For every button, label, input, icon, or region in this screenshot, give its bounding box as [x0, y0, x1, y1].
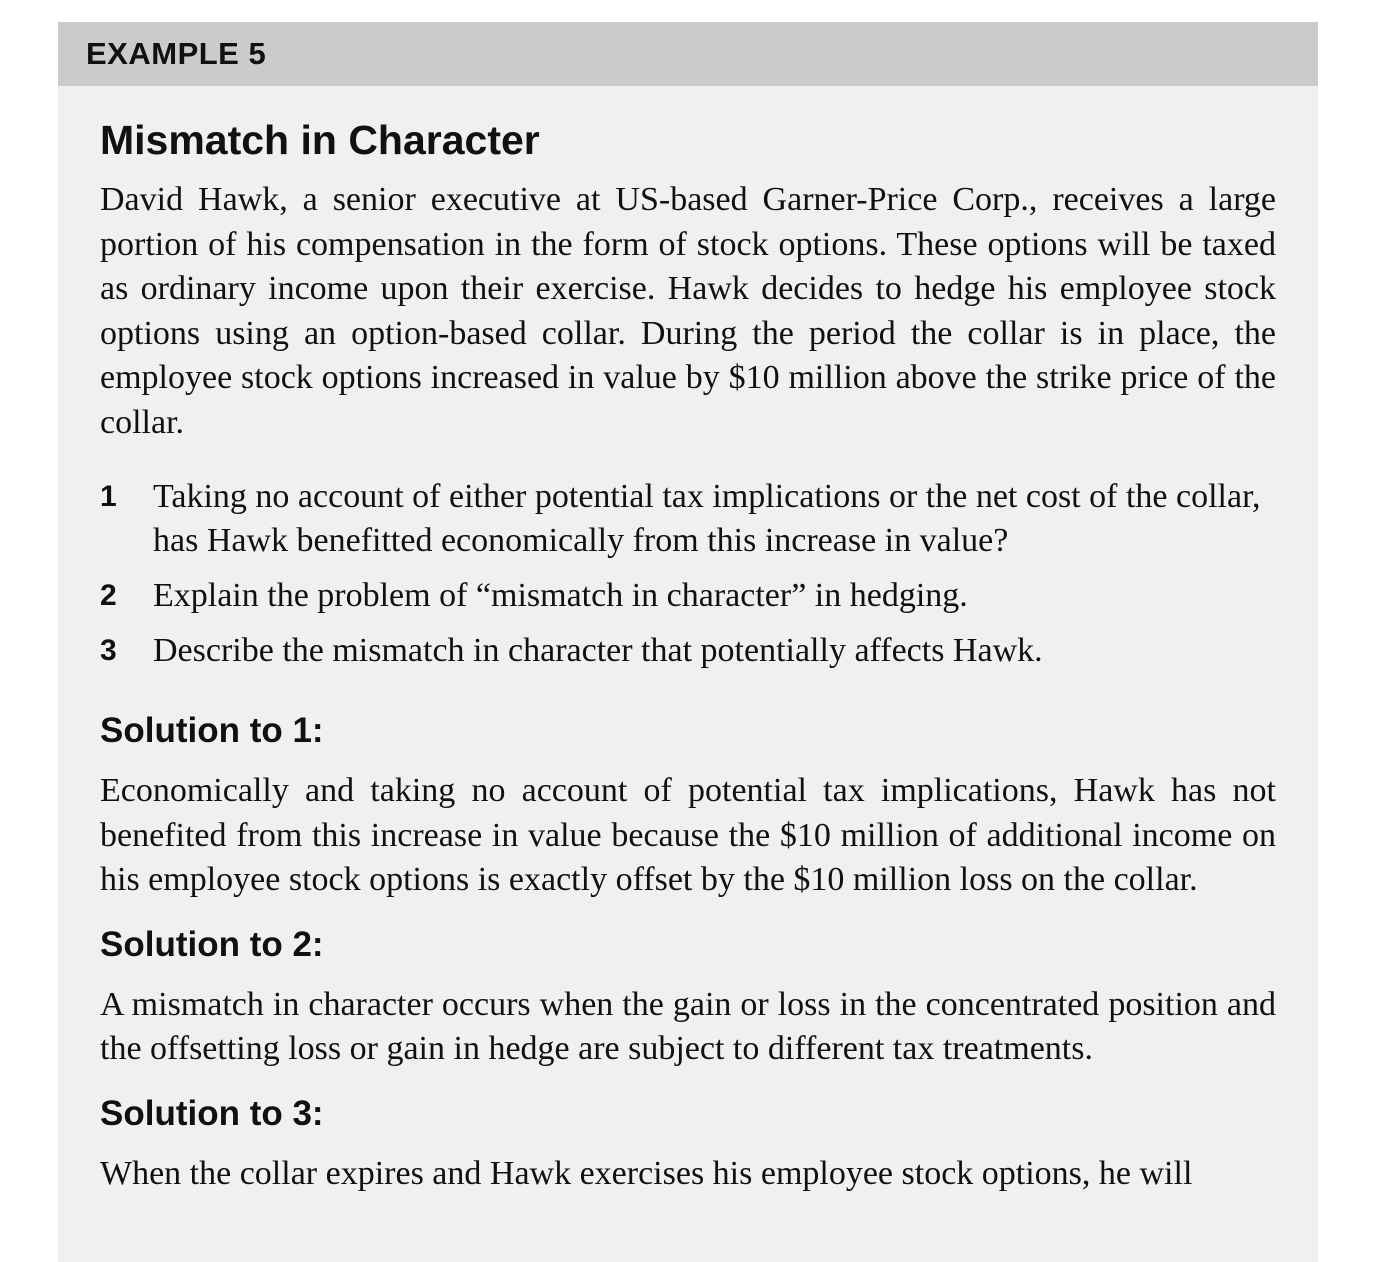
intro-paragraph: David Hawk, a senior executive at US-based Garner-Price Corp., receives a large portion of his compensation in the form of stock options. These options will be taxed as ordinary income upon their exercise. Hawk decides to hedge his employee stock options using an option-based collar. During the period the collar is in place, the employee stock options increased in value by $10 million above the strike price of the collar. — [100, 181, 1276, 441]
solution-heading: Solution to 1: — [100, 711, 324, 750]
question-number: 3 — [100, 634, 117, 667]
question-list — [100, 475, 1276, 673]
question-item — [100, 574, 1276, 618]
solution-3 — [100, 1092, 1276, 1197]
question-item — [100, 629, 1276, 673]
solution-2 — [100, 923, 1276, 1072]
solution-text: A mismatch in character occurs when the gain or loss in the concentrated position and the offsetting loss or gain in hedge are subject to different tax treatments. — [100, 985, 1276, 1067]
solution-text: When the collar expires and Hawk exercises his employee stock options, he will — [100, 1154, 1193, 1192]
solution-text: Economically and taking no account of potential tax implications, Hawk has not benefited from this increase in value because the $10 million of additional income on his employee stock options is exactly offset by the $10 million loss on the collar. — [100, 772, 1276, 898]
question-number: 1 — [100, 480, 117, 513]
question-number: 2 — [100, 579, 117, 612]
solution-heading: Solution to 2: — [100, 924, 324, 964]
question-item — [100, 475, 1276, 563]
solution-1 — [100, 709, 1276, 903]
solution-heading: Solution to 3: — [100, 1093, 324, 1133]
example-title: Mismatch in Character — [100, 117, 540, 163]
question-text: Explain the problem of “mismatch in character” in hedging. — [153, 577, 968, 614]
question-text: Describe the mismatch in character that potentially affects Hawk. — [153, 632, 1043, 669]
example-label: EXAMPLE 5 — [58, 22, 1318, 86]
example-content — [100, 86, 1276, 1216]
example-box — [58, 22, 1318, 1262]
question-text: Taking no account of either potential tax implications or the net cost of the collar, has Hawk benefitted economically from this increase in value? — [153, 478, 1261, 559]
